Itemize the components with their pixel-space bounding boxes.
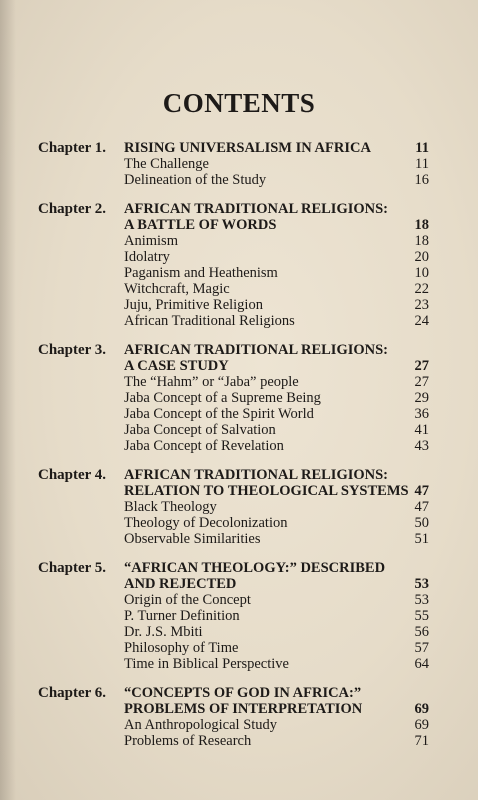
chapter-label: Chapter 5. <box>38 560 107 576</box>
page-number: 23 <box>414 297 429 313</box>
page-number: 69 <box>414 701 429 717</box>
chapter-heading-line <box>0 701 478 717</box>
page-number: 18 <box>414 233 429 249</box>
chapter-label: Chapter 2. <box>38 201 107 217</box>
entry-title: Observable Similarities <box>124 531 261 547</box>
toc-entry <box>0 422 478 438</box>
page-number: 11 <box>415 140 429 156</box>
chapter-heading-line <box>0 560 478 576</box>
chapter-heading-text: PROBLEMS OF INTERPRETATION <box>124 701 363 717</box>
page-number: 36 <box>414 406 429 422</box>
entry-title: Jaba Concept of Revelation <box>124 438 284 454</box>
chapter-heading-text: “CONCEPTS OF GOD IN AFRICA:” <box>124 685 362 701</box>
page-number: 18 <box>414 217 429 233</box>
entry-title: Paganism and Heathenism <box>124 265 278 281</box>
entry-title: Idolatry <box>124 249 170 265</box>
toc-entry <box>0 515 478 531</box>
toc-entry <box>0 406 478 422</box>
page-number: 64 <box>414 656 429 672</box>
page-number: 20 <box>414 249 429 265</box>
toc-entry <box>0 592 478 608</box>
entry-title: Jaba Concept of Salvation <box>124 422 276 438</box>
page-number: 43 <box>414 438 429 454</box>
page-number: 22 <box>414 281 429 297</box>
entry-title: Animism <box>124 233 178 249</box>
toc-chapter <box>0 685 478 749</box>
entry-title: Origin of the Concept <box>124 592 251 608</box>
toc-entry <box>0 281 478 297</box>
page-number: 41 <box>414 422 429 438</box>
chapter-heading-line <box>0 140 478 156</box>
chapter-heading-text: AFRICAN TRADITIONAL RELIGIONS: <box>124 201 389 217</box>
page-number: 47 <box>414 483 429 499</box>
page-number: 57 <box>414 640 429 656</box>
page-number: 10 <box>414 265 429 281</box>
entry-title: African Traditional Religions <box>124 313 295 329</box>
chapter-heading-text: A BATTLE OF WORDS <box>124 217 277 233</box>
toc-entry <box>0 313 478 329</box>
chapter-label: Chapter 6. <box>38 685 107 701</box>
chapter-label: Chapter 1. <box>38 140 107 156</box>
toc-chapter <box>0 342 478 454</box>
toc-entry <box>0 297 478 313</box>
entry-title: Jaba Concept of the Spirit World <box>124 406 314 422</box>
page-number: 53 <box>414 592 429 608</box>
chapter-heading-line <box>0 358 478 374</box>
chapter-heading-text: A CASE STUDY <box>124 358 229 374</box>
chapter-heading-line <box>0 483 478 499</box>
chapter-heading-text: “AFRICAN THEOLOGY:” DESCRIBED <box>124 560 386 576</box>
chapter-heading-line <box>0 685 478 701</box>
chapter-label: Chapter 3. <box>38 342 107 358</box>
table-of-contents <box>0 140 478 749</box>
chapter-heading-text: AND REJECTED <box>124 576 237 592</box>
entry-title: P. Turner Definition <box>124 608 240 624</box>
page-number: 29 <box>414 390 429 406</box>
toc-entry <box>0 172 478 188</box>
page-number: 53 <box>414 576 429 592</box>
toc-entry <box>0 249 478 265</box>
entry-title: The Challenge <box>124 156 209 172</box>
toc-entry <box>0 156 478 172</box>
toc-entry <box>0 608 478 624</box>
entry-title: An Anthropological Study <box>124 717 278 733</box>
chapter-label: Chapter 4. <box>38 467 107 483</box>
toc-entry <box>0 624 478 640</box>
toc-entry <box>0 717 478 733</box>
page-number: 11 <box>415 156 429 172</box>
toc-entry <box>0 499 478 515</box>
page-number: 27 <box>414 374 429 390</box>
page-number: 71 <box>414 733 429 749</box>
entry-title: Delineation of the Study <box>124 172 267 188</box>
entry-title: The “Hahm” or “Jaba” people <box>124 374 299 390</box>
entry-title: Jaba Concept of a Supreme Being <box>124 390 321 406</box>
page-title: CONTENTS <box>162 88 316 118</box>
chapter-heading-text: RELATION TO THEOLOGICAL SYSTEMS <box>124 483 409 499</box>
chapter-heading-line <box>0 342 478 358</box>
page-number: 24 <box>414 313 429 329</box>
page-number: 50 <box>414 515 429 531</box>
toc-entry <box>0 656 478 672</box>
entry-title: Problems of Research <box>124 733 252 749</box>
page-number: 47 <box>414 499 429 515</box>
toc-chapter <box>0 560 478 672</box>
chapter-heading-line <box>0 467 478 483</box>
page-number: 27 <box>414 358 429 374</box>
entry-title: Philosophy of Time <box>124 640 239 656</box>
chapter-heading-line <box>0 217 478 233</box>
toc-entry <box>0 733 478 749</box>
chapter-heading-line <box>0 576 478 592</box>
page-number: 56 <box>414 624 429 640</box>
toc-entry <box>0 390 478 406</box>
chapter-heading-text: AFRICAN TRADITIONAL RELIGIONS: <box>124 467 389 483</box>
toc-chapter <box>0 201 478 329</box>
toc-chapter <box>0 140 478 188</box>
entry-title: Time in Biblical Perspective <box>124 656 289 672</box>
entry-title: Theology of Decolonization <box>124 515 288 531</box>
entry-title: Juju, Primitive Religion <box>124 297 263 313</box>
entry-title: Black Theology <box>124 499 217 515</box>
toc-entry <box>0 531 478 547</box>
page-number: 16 <box>414 172 429 188</box>
page-number: 69 <box>414 717 429 733</box>
page-number: 51 <box>414 531 429 547</box>
toc-chapter <box>0 467 478 547</box>
toc-entry <box>0 265 478 281</box>
chapter-heading-text: RISING UNIVERSALISM IN AFRICA <box>124 140 371 156</box>
toc-entry <box>0 374 478 390</box>
toc-entry <box>0 233 478 249</box>
page-number: 55 <box>414 608 429 624</box>
entry-title: Witchcraft, Magic <box>124 281 230 297</box>
chapter-heading-text: AFRICAN TRADITIONAL RELIGIONS: <box>124 342 389 358</box>
toc-entry <box>0 640 478 656</box>
chapter-heading-line <box>0 201 478 217</box>
entry-title: Dr. J.S. Mbiti <box>124 624 203 640</box>
toc-entry <box>0 438 478 454</box>
